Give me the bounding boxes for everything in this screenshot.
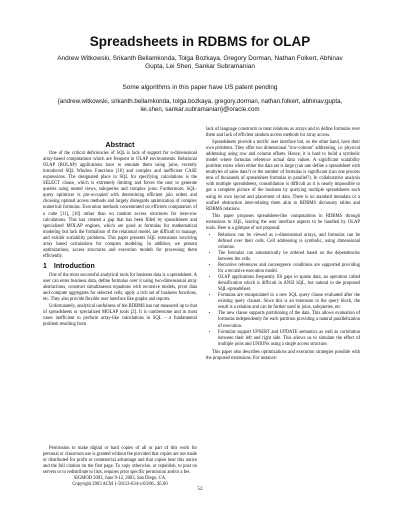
bullet-item: • Formulas are encapsulated in a new SQL query clause evaluated after the existing query clauses. Since this is an extension to the query block, the result is a relation and can be further used in joins, subqueries, etc. <box>218 293 360 311</box>
permission-notice <box>43 446 197 488</box>
right-paragraph-4: This paper also describes optimizations and execution strategies possible with the proposed extensions. For instance: <box>206 349 360 361</box>
paper-title: Spreadsheets in RDBMS for OLAP <box>89 34 311 49</box>
abstract-heading: Abstract <box>105 140 135 149</box>
bullet-item: • Formulas support UPSERT and UPDATE semantics as well as correlation between their left and right side. This allows us to simulate the effect of multiple joins and UNIONs using a single access structure. <box>218 330 360 348</box>
author-list: Andrew Witkowski, Srikanth Bellamkonda, Tolga Bozkaya, Gregory Dorman, Nathan Folkert, Abhinav Gupta, Lei Shen, Sankar Subramanian <box>57 55 343 71</box>
bullet-item: • Recursive references and convergence conditions are supported providing for a recursive execution model. <box>218 263 360 275</box>
bullet-item: • The new clause supports partitioning of the data. This allows evaluation of formulas independently for each partition providing a natural parallelization of execution. <box>218 311 360 329</box>
left-column <box>43 142 197 329</box>
right-column <box>206 127 360 363</box>
permission-text: Permission to make digital or hard copies of all or part of this work for personal or classroom use is granted without fee provided that copies are not made or distributed for profit or commercial advantage and that copies bear this notice and the full citation on the first page. To copy otherwise, or republish, to post on servers or to redistribute to lists, requires prior specific permission and/or a fee. <box>43 446 197 476</box>
section-title: Introduction <box>53 262 95 270</box>
patent-note: Some algorithms in this paper have US patent pending <box>122 84 278 91</box>
conference-info: SIGMOD 2003, June 9-12, 2003, San Diego, CA. <box>73 476 167 482</box>
right-paragraph-3: This paper proposes spreadsheet-like computations in RDBMS through extensions to SQL, leaving the user interface aspects to be handled by OLAP tools. Here is a glimpse of our proposal: <box>206 213 360 231</box>
intro-paragraph-1: One of the most successful analytical tools for business data is a spreadsheet. A user can enter business data, define formulas over it using two-dimensional array abstractions, construct simultaneous equations with recursive models, pivot data and compute aggregates for selected cells, apply a rich set of business functions, etc. They also provide flexible user interface like graphs and reports. <box>43 272 197 303</box>
bullet-item: • Relations can be viewed as n-dimensional arrays, and formulas can be defined over their cells. Cell addressing is symbolic, using dimensional columns. <box>218 233 360 251</box>
abstract-text: One of the critical deficiencies of SQL is lack of support for n-dimensional array-based computations which are frequent in OLAP environments. Relational OLAP (ROLAP) applications have to emulate them using joins, recently introduced SQL Window Functions [18] and complex and inefficient CASE expressions. The designated place in SQL for specifying calculations is the SELECT clause, which is extremely limiting and forces the user to generate queries using nested views, subqueries and complex joins. Furthermore, SQL-query optimizer is pre-occupied with determining efficient join orders and choosing optimal access methods and largely disregards optimization of complex numerical formulas. Execution methods concentrated on efficient computation of a cube [11], [16] rather than on random access structures for inter-row calculations. This has created a gap that has been filled by spreadsheets and specialized MOLAP engines, which are good at formulas for mathematical modeling but lack the formalism of the relational model, are difficult to manage, and exhibit scalability problems. This paper presents SQL extensions involving array based calculations for complex modeling. In addition, we present optimizations, access structures and execution models for processing them efficiently. <box>43 151 197 259</box>
right-paragraph-1: lack of language constructs to treat relations as arrays and to define formulas over them and lack of efficient random access methods for array access. <box>206 127 360 139</box>
copyright-line: Copyright 2003 ACM 1-58113-634-x/03/06...$5.00 <box>72 482 168 488</box>
author-emails: {andrew.witkowski, srikanth.bellamkonda, tolga.bozkaya, gregory.dorman, nathan.folkert, abhinav.gupta, lei.shen, sankar.subramanian}@oracle.com <box>57 98 343 113</box>
bullet-item: • The formulas can automatically be ordered based on the dependencies between the cells. <box>218 251 360 263</box>
section-heading <box>43 264 197 270</box>
intro-paragraph-2: Unfortunately, analytical usefulness of the RDBMS has not measured up to that of spreadsheets or specialized MOLAP tools [2]. It is cumbersome and in most cases inefficient to perform array-like calculations in SQL – a fundamental problem resulting from <box>43 304 197 328</box>
bullet-item: • OLAP applications frequently fill gaps in sparse data, an operation called densification which is difficult in ANSI SQL, but natural in the proposed SQL-spreadsheet. <box>218 275 360 293</box>
proposal-bullet-list <box>206 233 360 348</box>
page-number: 52 <box>197 486 203 492</box>
right-paragraph-2: Spreadsheets provide a terrific user interface but, on the other hand, have their own problems. They offer two dimensional "row-column" addressing, i.e. physical addressing using row and column offsets. Hence, it is hard to build a symbolic model where formulas reference actual data values. A significant scalability problem exists when either the data set is large (can one define a spreadsheet with terabytes of sales data?) or the number of formulas is significant (can one process tens of thousands of spreadsheet formulas in parallel?). In collaborative analysis with multiple spreadsheets, consolidation is difficult as it is nearly impossible to get a complete picture of the business by querying multiple spreadsheets each using its own layout and placement of data. There is no standard metadata or a unified abstraction inter-relating them akin to RDBMS dictionary tables and RDBMS relations. <box>206 140 360 212</box>
section-number: 1 <box>43 262 47 270</box>
